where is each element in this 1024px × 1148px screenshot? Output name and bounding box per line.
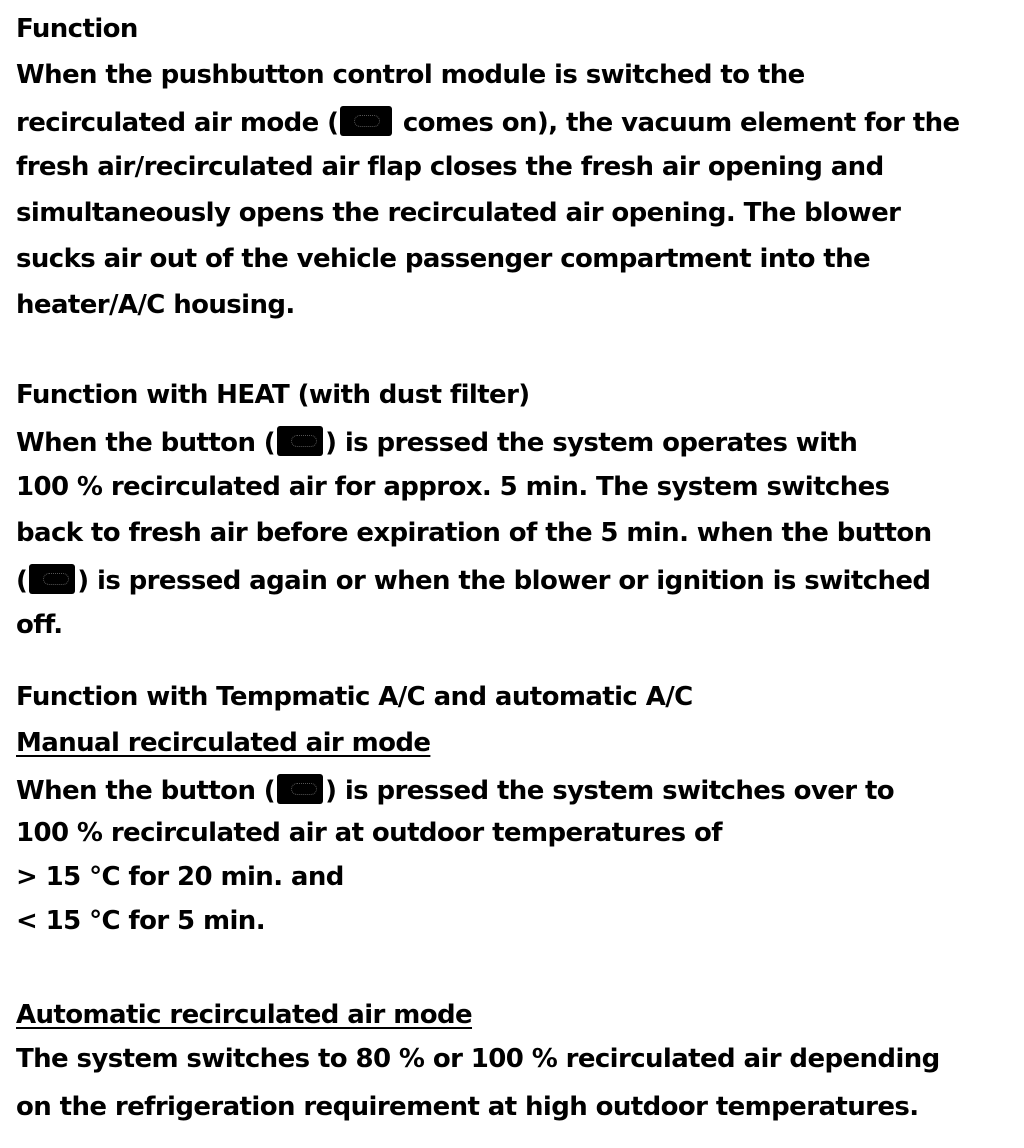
heading-function: Function [16,14,138,44]
subheading-automatic-recirculated: Automatic recirculated air mode [16,1000,473,1030]
s2-line-1b: ) is pressed the system operates with [325,428,858,458]
s3-line-1a: When the button ( [16,776,276,806]
recirculated-air-button-icon [277,774,323,804]
s2-line-1 [16,426,857,458]
s2-line-4 [16,564,930,596]
s1-line-5: sucks air out of the vehicle passenger compartment into the [16,244,871,274]
recirculated-air-button-icon [29,564,75,594]
s1-line-2a: recirculated air mode ( [16,108,339,138]
s2-line-2: 100 % recirculated air for approx. 5 min. The system switches [16,472,890,502]
s2-line-4b: ) is pressed again or when the blower or ignition is switched [77,566,931,596]
s3-line-2: 100 % recirculated air at outdoor temperatures of [16,818,722,848]
s3-line-3: > 15 °C for 20 min. and [16,862,344,892]
s1-line-4: simultaneously opens the recirculated air opening. The blower [16,198,901,228]
s3-line-1 [16,774,894,806]
s1-line-1: When the pushbutton control module is switched to the [16,60,805,90]
s2-line-3: back to fresh air before expiration of the 5 min. when the button [16,518,932,548]
s2-line-1a: When the button ( [16,428,276,458]
recirculated-air-button-icon [340,106,392,136]
s1-line-3: fresh air/recirculated air flap closes the fresh air opening and [16,152,884,182]
s1-line-6: heater/A/C housing. [16,290,295,320]
s2-line-4a: ( [16,566,28,596]
s1-line-2b: comes on), the vacuum element for the [394,108,960,138]
recirculated-air-button-icon [277,426,323,456]
subheading-manual-recirculated: Manual recirculated air mode [16,728,431,758]
heading-function-heat: Function with HEAT (with dust filter) [16,380,530,410]
s4-line-1: The system switches to 80 % or 100 % recirculated air depending [16,1044,940,1074]
s1-line-2 [16,106,960,138]
heading-function-tempmatic: Function with Tempmatic A/C and automatic A/C [16,682,693,712]
s4-line-2: on the refrigeration requirement at high outdoor temperatures. [16,1092,919,1122]
s2-line-5: off. [16,610,63,640]
s3-line-1b: ) is pressed the system switches over to [325,776,895,806]
s3-line-4: < 15 °C for 5 min. [16,906,265,936]
